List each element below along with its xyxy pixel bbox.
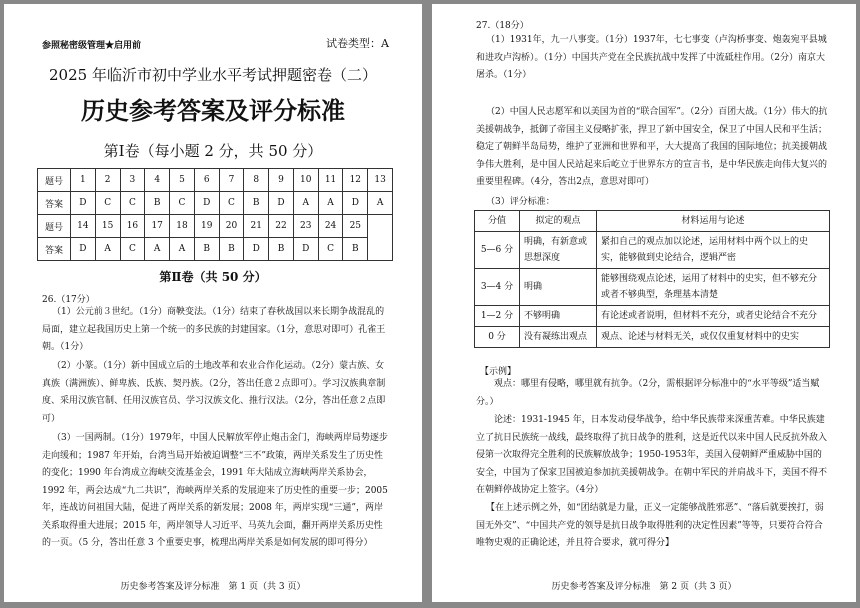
answer-cell: A <box>95 238 120 261</box>
rubric-score: 5—6 分 <box>475 232 520 269</box>
question-number: 7 <box>219 169 244 192</box>
answer-cell: B <box>269 238 294 261</box>
question-number: 18 <box>170 215 195 238</box>
answer-cell: C <box>120 192 145 215</box>
answer-cell: C <box>170 192 195 215</box>
scoring-rubric-table <box>474 210 830 348</box>
question-number: 12 <box>343 169 368 192</box>
question-number: 10 <box>293 169 318 192</box>
question-number-row-1 <box>38 169 393 192</box>
answer-cell: A <box>170 238 195 261</box>
answer-row-2 <box>38 238 393 261</box>
answer-cell: B <box>145 192 170 215</box>
grading-note: 【在上述示例之外，如“团结就是力量，正义一定能够战胜邪恶”、“落后就要挨打，弱国无外交”、“中国共产党的领导是抗日战争取得胜利的决定性因素”等等，只要符合符合唯物史观的正确论述，并且符合要求，就可得分】 <box>476 503 824 548</box>
rubric-header-row <box>475 211 830 232</box>
empty-cell <box>368 215 393 261</box>
rubric-header: 材料运用与论述 <box>597 211 830 232</box>
answer-cell: A <box>318 192 343 215</box>
question-number: 3 <box>120 169 145 192</box>
question-27-part-1: （1）1931年，九一八事变。（1分）1937年，七七事变（卢沟桥事变、炮轰宛平县城和进攻卢沟桥）。（1分）中国共产党在全民族抗战中发挥了中流砥柱作用。（2分）南京大屠杀。（1分） <box>476 35 827 80</box>
question-number: 21 <box>244 215 269 238</box>
rubric-score: 3—4 分 <box>475 269 520 306</box>
question-number: 19 <box>194 215 219 238</box>
paper-type-label: 试卷类型：A <box>326 37 389 50</box>
question-number: 13 <box>368 169 393 192</box>
answer-page-1 <box>4 4 422 602</box>
answer-cell: D <box>71 238 96 261</box>
rubric-viewpoint: 明确 <box>520 269 597 306</box>
question-number-row-2 <box>38 215 393 238</box>
page-title: 历史参考答案及评分标准 <box>81 96 345 125</box>
question-27-part-2: （2）中国人民志愿军和以美国为首的“联合国军”。（2分）百团大战。（1分）伟大的抗美援朝战争，抵御了帝国主义侵略扩张，捍卫了新中国安全，保卫了中国人民和平生活；稳定了朝鲜半岛局势，维护了亚洲和世界和平，大大提高了我国的国际地位；抗美援朝战争伟大胜利，是中国人民站起来后屹立于世界东方的宣言书，是中华民族走向伟大复兴的重要里程碑。（4分，答出2点，意思对即可） <box>476 107 828 187</box>
question-26-part-2: （2）小篆。（1分）新中国成立后的土地改革和农业合作化运动。（2分）蒙古族、女真族（满洲族）、鲜卑族、氐族、契丹族。（2分，答出任意２点即可）。学习汉族典章制度、采用汉族官制、任用汉族官员、学习汉族文化、推行汉法。（2分，答出任意２点即可） <box>42 361 386 424</box>
rubric-row <box>475 306 830 327</box>
exam-title: 2025 年临沂市初中学业水平考试押题密卷（二） <box>49 66 377 84</box>
answer-cell: C <box>219 192 244 215</box>
rubric-viewpoint: 没有凝练出观点 <box>520 327 597 348</box>
row-label: 题号 <box>38 169 71 192</box>
rubric-score: 0 分 <box>475 327 520 348</box>
question-number: 2 <box>95 169 120 192</box>
rubric-row <box>475 232 830 269</box>
answer-cell: A <box>145 238 170 261</box>
question-26-part-3: （3）一国两制。（1分）1979年，中国人民解放军停止炮击金门，海峡两岸局势逐步走向缓和；1987 年开始，台湾当局开始被迫调整“三不”政策，两岸关系发生了历史性的变化；1990 年台湾成立海峡交流基金会，1991 年大陆成立海峡两岸关系协会，1992 年，两会达成“九二共识”，海峡两岸关系的发展迎来了历史性的重要一步；2005 年，连战访问祖国大陆，促进了两岸关系的新发展；2008 年，两岸实现“三通”，两岸关系取得重大进展；2015 年，两岸领导人习近平、马英九会面，翻开两岸关系历史性的一页。（5 分，答出任意 3 个重要史事，梳理出两岸关系是如何发展的即可得分） <box>42 433 388 548</box>
question-number: 11 <box>318 169 343 192</box>
answer-cell: B <box>219 238 244 261</box>
answer-cell: C <box>120 238 145 261</box>
question-number: 1 <box>71 169 96 192</box>
page-footer: 历史参考答案及评分标准 第 2 页（共 3 页） <box>551 582 737 592</box>
question-number: 4 <box>145 169 170 192</box>
rubric-criteria: 观点、论述与材料无关，或仅仅重复材料中的史实 <box>597 327 830 348</box>
question-number: 6 <box>194 169 219 192</box>
answer-cell: B <box>194 238 219 261</box>
answer-cell: B <box>343 238 368 261</box>
section-two-heading: 第Ⅱ卷（共 50 分） <box>159 270 267 284</box>
answer-cell: D <box>194 192 219 215</box>
answer-page-2 <box>432 4 856 602</box>
answer-row-1 <box>38 192 393 215</box>
answer-cell: D <box>71 192 96 215</box>
rubric-viewpoint: 明确，有新意或思想深度 <box>520 232 597 269</box>
answer-cell: C <box>95 192 120 215</box>
question-number: 25 <box>343 215 368 238</box>
rubric-criteria: 能够围绕观点论述，运用了材料中的史实，但不够充分或者不够典型，条理基本清楚 <box>597 269 830 306</box>
question-number: 20 <box>219 215 244 238</box>
answer-key-table <box>37 168 393 261</box>
row-label: 答案 <box>38 192 71 215</box>
answer-cell: D <box>293 238 318 261</box>
question-number: 5 <box>170 169 195 192</box>
rubric-row <box>475 327 830 348</box>
row-label: 题号 <box>38 215 71 238</box>
question-number: 22 <box>269 215 294 238</box>
answer-cell: D <box>343 192 368 215</box>
example-viewpoint: 观点：哪里有侵略，哪里就有抗争。（2分，需根据评分标准中的“水平等级”适当赋分。） <box>476 379 820 407</box>
secret-note: 参照秘密级管理★启用前 <box>42 41 142 51</box>
rubric-criteria: 有论述或者说明，但材料不充分，或者史论结合不充分 <box>597 306 830 327</box>
question-26-part-1: （1）公元前３世纪。（1分）商鞅变法。（1分）结束了春秋战国以来长期争战混乱的局面，建立起我国历史上第一个统一的多民族的封建国家。（1分，意思对即可）孔雀王朝。（1分） <box>42 307 386 352</box>
example-label: 【示例】 <box>480 367 517 377</box>
question-number: 23 <box>293 215 318 238</box>
question-26-heading: 26.（17分） <box>42 295 95 305</box>
section-one-heading: 第Ⅰ卷（每小题 2 分，共 50 分） <box>103 142 323 160</box>
answer-cell: D <box>244 238 269 261</box>
question-number: 9 <box>269 169 294 192</box>
question-number: 14 <box>71 215 96 238</box>
rubric-viewpoint: 不够明确 <box>520 306 597 327</box>
rubric-criteria: 紧扣自己的观点加以论述，运用材料中两个以上的史实，能够做到史论结合，逻辑严密 <box>597 232 830 269</box>
question-number: 8 <box>244 169 269 192</box>
answer-cell: C <box>318 238 343 261</box>
question-number: 15 <box>95 215 120 238</box>
question-27-part-3: （3）评分标准： <box>486 197 555 207</box>
rubric-row <box>475 269 830 306</box>
rubric-score: 1—2 分 <box>475 306 520 327</box>
rubric-header: 分值 <box>475 211 520 232</box>
question-number: 16 <box>120 215 145 238</box>
example-argument: 论述：1931-1945 年，日本发动侵华战争，给中华民族带来深重苦难。中华民族建立了抗日民族统一战线，最终取得了抗日战争的胜利，这是近代以来中国人民反抗外敌入侵第一次取得完全胜利的民族解放战争；1950-1953年，美国入侵朝鲜严重威胁中国的安全，中国为了保家卫国被迫参加抗美援朝战争。在朝中军民的并肩战斗下，美国不得不在朝鲜停战协定上签字。（4分） <box>476 415 828 495</box>
question-number: 17 <box>145 215 170 238</box>
answer-cell: A <box>293 192 318 215</box>
rubric-header: 拟定的观点 <box>520 211 597 232</box>
answer-cell: B <box>244 192 269 215</box>
question-27-heading: 27.（18分） <box>476 21 529 31</box>
page-footer: 历史参考答案及评分标准 第 1 页（共 3 页） <box>120 582 306 592</box>
answer-cell: A <box>368 192 393 215</box>
answer-cell: D <box>269 192 294 215</box>
question-number: 24 <box>318 215 343 238</box>
row-label: 答案 <box>38 238 71 261</box>
